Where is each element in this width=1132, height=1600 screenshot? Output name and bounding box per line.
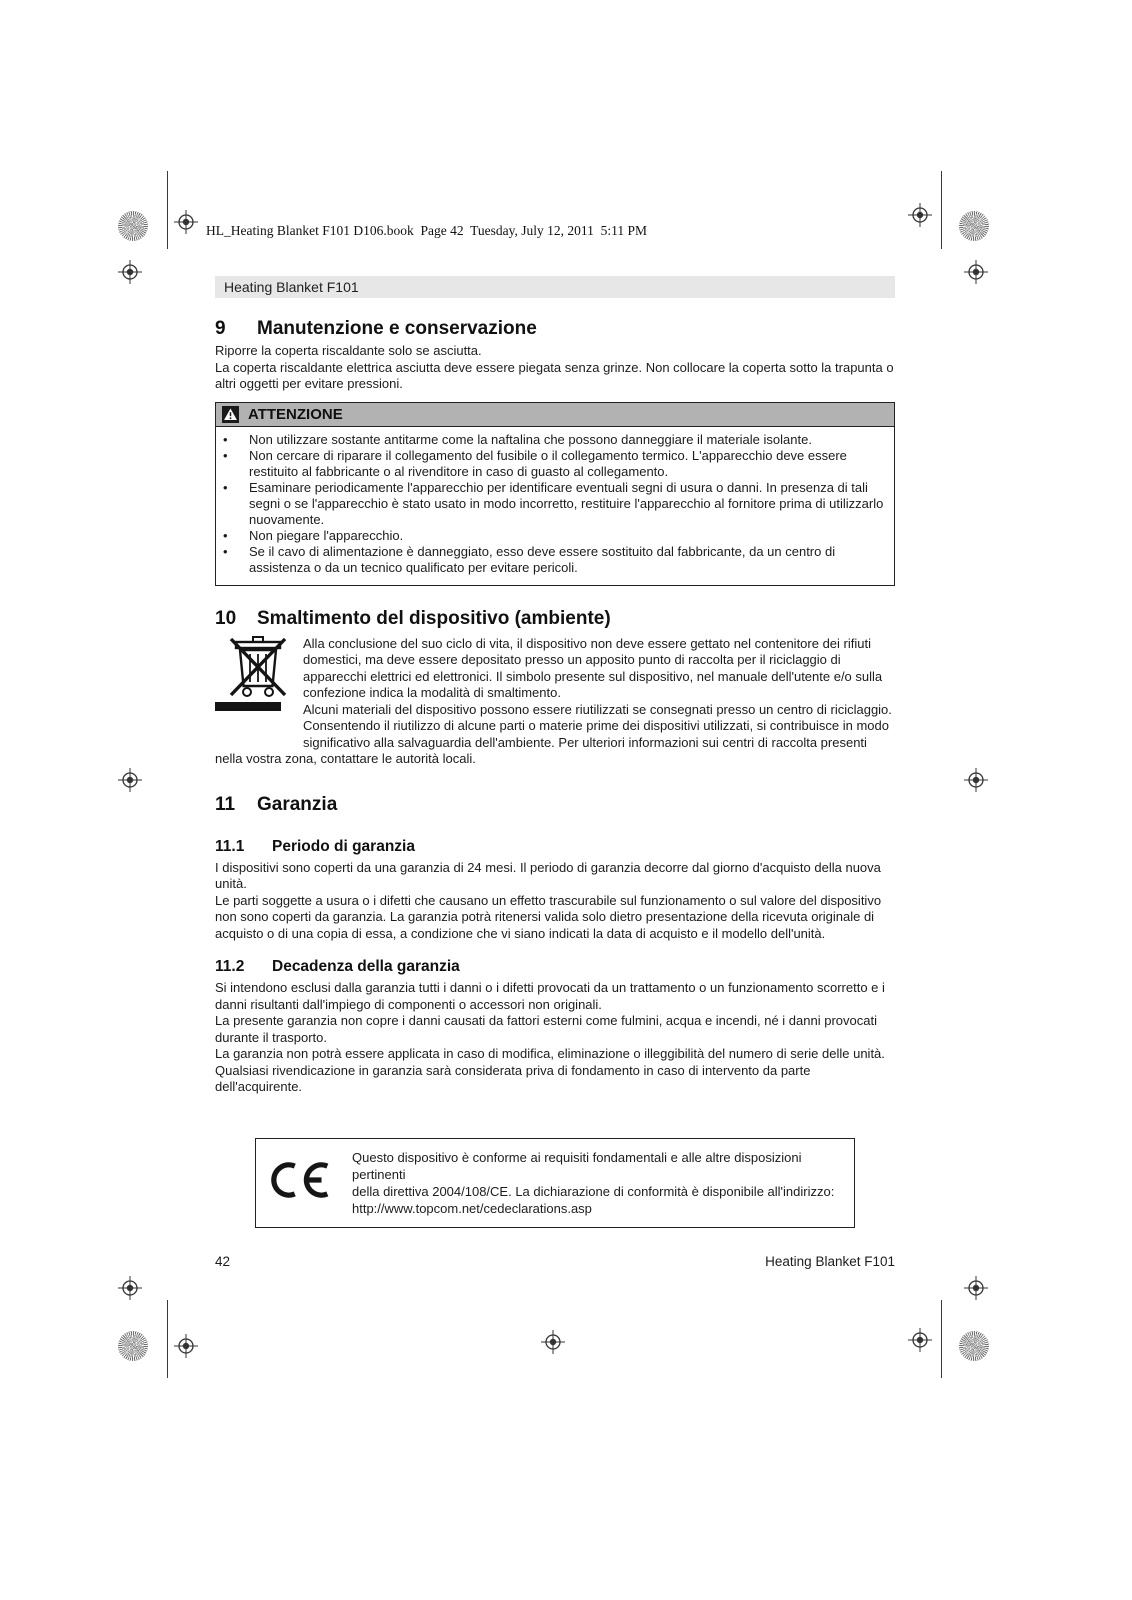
warning-item-text: Esaminare periodicamente l'apparecchio per identificare eventuali segni di usura o danni. In presenza di tali segni o se l'apparecchio è stato usato in modo incorretto, restituire l'apparecchio al fornitore prima di utilizzarlo nuovamente. <box>249 479 884 527</box>
crop-line <box>941 171 942 249</box>
page-content <box>215 276 895 1228</box>
paragraph: Si intendono esclusi dalla garanzia tutti i danni o i difetti provocati da un trattamento o un funzionamento scorretto e i danni risultanti dall'impiego di componenti o accessori non originali. <box>215 980 885 1012</box>
registration-mark-icon <box>174 1334 198 1358</box>
warning-item <box>216 448 886 480</box>
ce-mark-icon <box>268 1161 332 1204</box>
ce-text-line: della direttiva 2004/108/CE. La dichiarazione di conformità è disponibile all'indirizzo: <box>352 1183 835 1199</box>
header-title: Heating Blanket F101 <box>224 279 359 295</box>
page-footer <box>215 1254 895 1269</box>
section-title: Decadenza della garanzia <box>272 958 460 975</box>
registration-mark-icon <box>908 203 932 227</box>
section-number: 11.2 <box>215 958 245 975</box>
section-11-2-heading <box>215 958 895 976</box>
ce-declaration-box <box>255 1138 855 1228</box>
paragraph: Le parti soggette a usura o i difetti che causano un effetto trascurabile sul funzionamento o sul valore del dispositivo non sono coperti da garanzia. La garanzia potrà ritenersi valida solo dietro presentazione della ricevuta originale di acquisto o di una copia di essa, a condizione che vi siano indicati la data di acquisto e il modello dell'unità. <box>215 892 882 941</box>
section-11-heading <box>215 794 895 816</box>
paragraph: Alcuni materiali del dispositivo possono essere riutilizzati se consegnati presso un centro di riciclaggio. Consentendo il riutilizzo di alcune parti o materie prime dei dispositivi utilizzati, si contribuisce in modo significativo alla salvaguardia dell'ambiente. Per ulteriori informazioni sui centri di raccolta presenti nella vostra zona, contattare le autorità locali. <box>215 701 892 766</box>
section-number: 11.1 <box>215 837 245 855</box>
sunburst-mark-icon <box>959 211 989 241</box>
list-bullet: • <box>223 479 228 495</box>
section-title: Garanzia <box>257 793 338 815</box>
registration-mark-icon <box>964 768 988 792</box>
paragraph: La presente garanzia non copre i danni causati da fattori esterni come fulmini, acqua e incendi, né i danni provocati durante il trasporto. <box>215 1013 877 1045</box>
crop-line <box>167 1300 168 1378</box>
warning-item-text: Se il cavo di alimentazione è danneggiato, esso deve essere sostituito dal fabbricante, da un centro di assistenza o da un tecnico qualificato per evitare pericoli. <box>249 543 836 575</box>
ce-declarations-url: http://www.topcom.net/cedeclarations.asp <box>352 1200 592 1216</box>
section-9-heading <box>215 318 895 340</box>
registration-mark-icon <box>174 210 198 234</box>
ce-declaration-text <box>352 1149 842 1217</box>
section-11-1-heading <box>215 838 895 856</box>
list-bullet: • <box>223 527 228 543</box>
paragraph: I dispositivi sono coperti da una garanzia di 24 mesi. Il periodo di garanzia decorre dal giorno d'acquisto della nuova unità. <box>215 859 881 891</box>
registration-mark-icon <box>118 768 142 792</box>
list-bullet: • <box>223 431 228 447</box>
section-number: 10 <box>215 607 237 629</box>
warning-item <box>216 480 886 528</box>
sunburst-mark-icon <box>959 1331 989 1361</box>
section-title: Manutenzione e conservazione <box>257 318 537 339</box>
warning-item <box>216 544 886 576</box>
registration-mark-icon <box>908 1328 932 1352</box>
weee-crossed-bin-icon <box>215 636 303 736</box>
list-bullet: • <box>223 447 228 463</box>
warning-item <box>216 432 886 448</box>
ce-text-line: Questo dispositivo è conforme ai requisiti fondamentali e alle altre disposizioni pertinenti <box>352 1149 802 1182</box>
list-bullet: • <box>223 543 228 559</box>
warning-box <box>215 402 895 586</box>
section-number: 11 <box>215 793 236 815</box>
warning-item-text: Non piegare l'apparecchio. <box>249 527 404 543</box>
disposal-block <box>215 636 895 768</box>
warning-item <box>216 528 886 544</box>
weee-black-bar <box>215 702 281 711</box>
print-slug: HL_Heating Blanket F101 D106.book Page 42 Tuesday, July 12, 2011 5:11 PM <box>206 223 647 238</box>
paragraph: La coperta riscaldante elettrica asciutta deve essere piegata senza grinze. Non collocare la coperta sotto la trapunta o altri oggetti per evitare pressioni. <box>215 359 894 391</box>
warning-title-bar <box>216 403 894 427</box>
sunburst-mark-icon <box>118 1331 148 1361</box>
section-title: Periodo di garanzia <box>272 837 415 855</box>
page-number: 42 <box>215 1254 231 1269</box>
warning-triangle-icon <box>222 406 239 423</box>
crop-line <box>941 1300 942 1378</box>
paragraph: La garanzia non potrà essere applicata in caso di modifica, eliminazione o illeggibilità del numero di serie delle unità. Qualsiasi rivendicazione in garanzia sarà considerata priva di fondamento in caso di intervento da parte dell'acquirente. <box>215 1046 885 1094</box>
crop-line <box>167 171 168 249</box>
warning-list <box>216 427 894 585</box>
section-10-heading <box>215 608 895 630</box>
warning-item-text: Non cercare di riparare il collegamento del fusibile o il collegamento termico. L'apparecchio deve essere restituito al fabbricante o al rivenditore in caso di guasto al collegamento. <box>249 447 847 479</box>
registration-mark-icon <box>118 1276 142 1300</box>
registration-mark-icon <box>541 1330 565 1354</box>
section-title: Smaltimento del dispositivo (ambiente) <box>257 607 611 629</box>
warning-title: ATTENZIONE <box>248 405 343 423</box>
paragraph: Riporre la coperta riscaldante solo se asciutta. <box>215 343 482 358</box>
registration-mark-icon <box>964 1276 988 1300</box>
page-header-bar <box>215 276 895 298</box>
sunburst-mark-icon <box>118 211 148 241</box>
registration-mark-icon <box>118 260 142 284</box>
paragraph: Alla conclusione del suo ciclo di vita, il dispositivo non deve essere gettato nel contenitore dei rifiuti domestici, ma deve essere depositato presso un apposito punto di raccolta per il riciclaggio di apparecchi elettrici ed elettronici. Il simbolo presente sul dispositivo, nel manuale dell'utente e/o sulla confezione indica la modalità di smaltimento. <box>303 635 883 700</box>
section-number: 9 <box>215 318 226 339</box>
registration-mark-icon <box>964 260 988 284</box>
footer-title: Heating Blanket F101 <box>765 1254 895 1269</box>
warning-item-text: Non utilizzare sostante antitarme come la naftalina che possono danneggiare il materiale isolante. <box>249 431 812 447</box>
